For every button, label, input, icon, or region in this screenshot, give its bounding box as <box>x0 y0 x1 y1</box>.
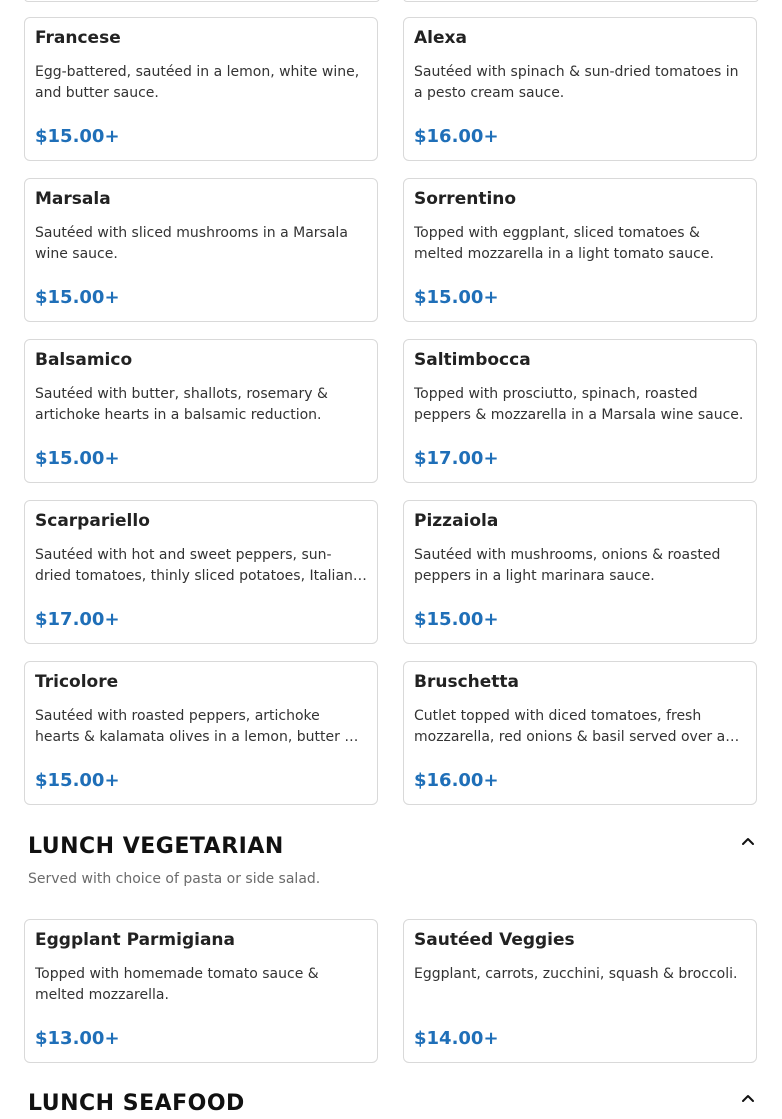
menu-item-name: Sorrentino <box>414 189 517 209</box>
menu-item-description: Topped with prosciutto, spinach, roasted peppers & mozzarella in a Marsala wine sauce. <box>414 386 744 423</box>
menu-item-description: Sautéed with hot and sweet peppers, sun-dried tomatoes, thinly sliced potatoes, Italian… <box>35 547 367 584</box>
menu-item-card[interactable] <box>403 500 757 644</box>
menu-item-price: $15.00+ <box>35 287 120 308</box>
chevron-up-icon[interactable] <box>738 831 758 851</box>
menu-item-description: Sautéed with butter, shallots, rosemary & artichoke hearts in a balsamic reduction. <box>35 386 328 423</box>
menu-item-card[interactable] <box>403 661 757 805</box>
menu-item-price: $17.00+ <box>414 448 499 469</box>
menu-item-card-partial[interactable] <box>403 0 759 2</box>
menu-item-card[interactable] <box>24 500 378 644</box>
menu-item-description: Sautéed with mushrooms, onions & roasted peppers in a light marinara sauce. <box>414 547 721 584</box>
menu-item-card-partial[interactable] <box>24 0 380 2</box>
menu-item-description: Topped with eggplant, sliced tomatoes & melted mozzarella in a light tomato sauce. <box>414 225 714 262</box>
menu-item-name: Saltimbocca <box>414 350 531 370</box>
menu-item-price: $16.00+ <box>414 126 499 147</box>
menu-item-price: $17.00+ <box>35 609 120 630</box>
menu-item-description: Sautéed with roasted peppers, artichoke hearts & kalamata olives in a lemon, butter … <box>35 708 359 745</box>
menu-item-price: $15.00+ <box>414 287 499 308</box>
section-subtitle: Served with choice of pasta or side salad. <box>28 871 321 887</box>
menu-item-description: Sautéed with sliced mushrooms in a Marsala wine sauce. <box>35 225 348 262</box>
section-title-lunch-seafood: LUNCH SEAFOOD <box>28 1091 245 1116</box>
menu-item-description: Sautéed with spinach & sun-dried tomatoes in a pesto cream sauce. <box>414 64 739 101</box>
menu-item-description: Cutlet topped with diced tomatoes, fresh mozzarella, red onions & basil served over a… <box>414 708 740 745</box>
menu-item-price: $15.00+ <box>35 126 120 147</box>
menu-item-card[interactable] <box>403 17 757 161</box>
section-title-lunch-vegetarian: LUNCH VEGETARIAN <box>28 834 284 859</box>
menu-item-name: Marsala <box>35 189 111 209</box>
menu-item-card[interactable] <box>24 919 378 1063</box>
menu-item-card[interactable] <box>403 339 757 483</box>
menu-item-name: Alexa <box>414 28 467 48</box>
menu-item-name: Sautéed Veggies <box>414 930 575 950</box>
menu-item-card[interactable] <box>403 919 757 1063</box>
menu-item-name: Tricolore <box>35 672 119 692</box>
menu-item-name: Pizzaiola <box>414 511 499 531</box>
menu-item-price: $14.00+ <box>414 1028 499 1049</box>
menu-item-price: $16.00+ <box>414 770 499 791</box>
menu-item-price: $13.00+ <box>35 1028 120 1049</box>
menu-item-name: Scarpariello <box>35 511 150 531</box>
menu-item-description: Eggplant, carrots, zucchini, squash & broccoli. <box>414 966 738 982</box>
menu-item-card[interactable] <box>403 178 757 322</box>
menu-item-name: Balsamico <box>35 350 133 370</box>
chevron-up-icon[interactable] <box>738 1088 758 1108</box>
menu-item-price: $15.00+ <box>35 770 120 791</box>
menu-item-price: $15.00+ <box>414 609 499 630</box>
menu-item-price: $15.00+ <box>35 448 120 469</box>
menu-item-name: Francese <box>35 28 121 48</box>
menu-item-name: Bruschetta <box>414 672 519 692</box>
menu-item-name: Eggplant Parmigiana <box>35 930 236 950</box>
menu-item-description: Topped with homemade tomato sauce & melted mozzarella. <box>35 966 319 1003</box>
menu-item-card[interactable] <box>24 17 378 161</box>
menu-item-card[interactable] <box>24 661 378 805</box>
menu-item-card[interactable] <box>24 178 378 322</box>
menu-item-card[interactable] <box>24 339 378 483</box>
menu-item-description: Egg-battered, sautéed in a lemon, white wine, and butter sauce. <box>35 64 360 101</box>
